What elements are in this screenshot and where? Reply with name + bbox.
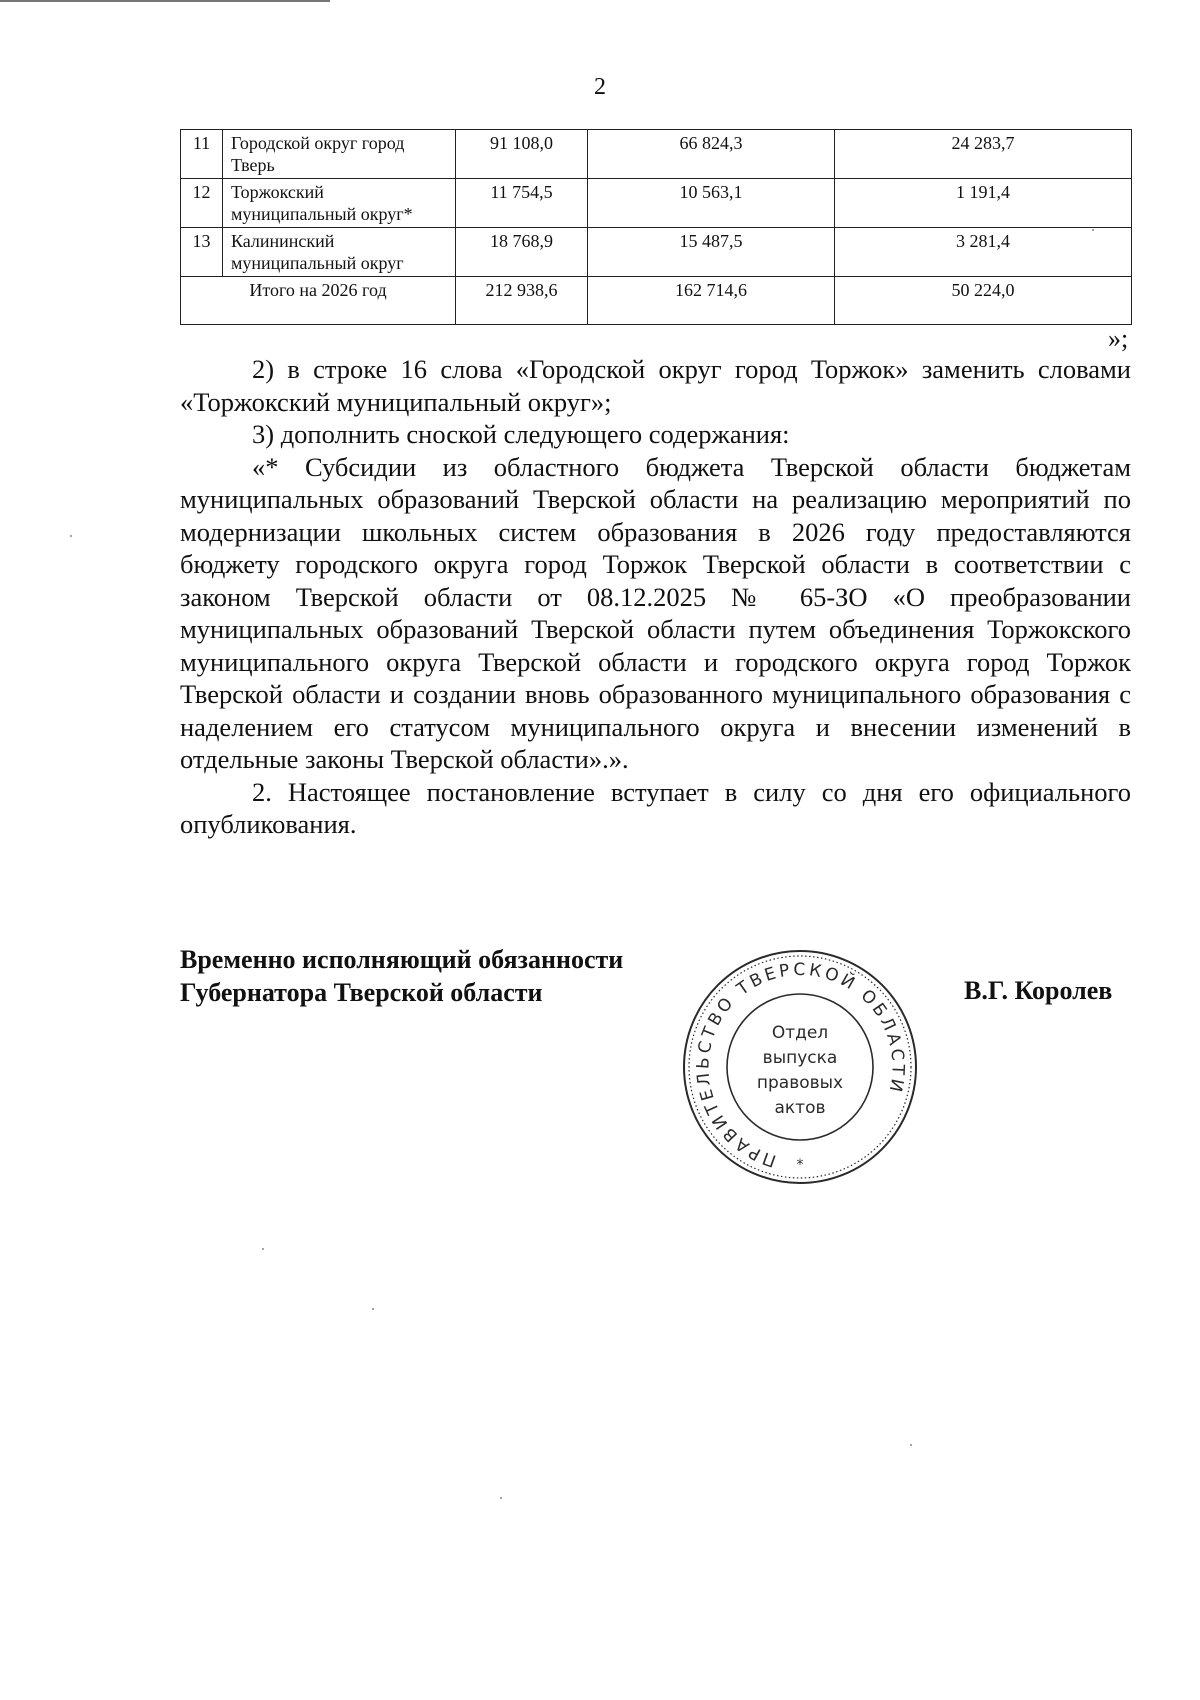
- seal-inner-line: актов: [774, 1098, 826, 1118]
- scan-edge-line: [0, 0, 330, 2]
- municipality-name-line: Городской округ город: [231, 133, 405, 153]
- seal-inner-line: выпуска: [762, 1048, 838, 1068]
- regional-amount: 15 487,5: [588, 228, 835, 277]
- federal-amount: 1 191,4: [835, 179, 1132, 228]
- scan-speck: [910, 1444, 912, 1446]
- municipality-name-line: Калининский: [231, 231, 335, 251]
- scan-speck: [372, 1308, 374, 1310]
- document-body: [180, 353, 1131, 841]
- total-amount: 18 768,9: [456, 228, 588, 277]
- total-amount: 212 938,6: [456, 277, 588, 325]
- row-number: 11: [181, 130, 223, 179]
- page-number: 2: [594, 74, 606, 100]
- paragraph-amendment-2: 2) в строке 16 слова «Городской округ город Торжок» заменить словами «Торжокский муниципальный округ»;: [180, 354, 1131, 417]
- total-label: Итого на 2026 год: [181, 277, 456, 325]
- municipality-name: [223, 130, 456, 179]
- row-number: 12: [181, 179, 223, 228]
- municipality-name: [223, 228, 456, 277]
- municipality-name-line: муниципальный округ*: [231, 204, 413, 224]
- federal-amount: 50 224,0: [835, 277, 1132, 325]
- total-amount: 11 754,5: [456, 179, 588, 228]
- seal-outer-text-path: ПРАВИТЕЛЬСТВО ТВЕРСКОЙ ОБЛАСТИ: [693, 959, 908, 1171]
- table-row: [181, 228, 1132, 277]
- table-total-row: [181, 277, 1132, 325]
- regional-amount: 162 714,6: [588, 277, 835, 325]
- seal-inner-line: Отдел: [771, 1023, 829, 1043]
- scan-speck: [70, 535, 72, 537]
- table-row: [181, 179, 1132, 228]
- federal-amount: 3 281,4: [835, 228, 1132, 277]
- scan-speck: [500, 1497, 502, 1499]
- paragraph-amendment-3: 3) дополнить сноской следующего содержания:: [252, 419, 790, 449]
- municipality-name-line: Тверь: [231, 155, 275, 175]
- total-amount: 91 108,0: [456, 130, 588, 179]
- municipality-name-line: Торжокский: [231, 182, 324, 202]
- federal-amount: 24 283,7: [835, 130, 1132, 179]
- paragraph-footnote: «* Субсидии из областного бюджета Тверской области бюджетам муниципальных образований Тверской области на реализацию мероприятий по модернизации школьных систем образования в 2026 году предоставляются бюджету городского округа город Торжок Тверской области в соответствии с законом Тверской области от 08.12.2025 № 65-ЗО «О преобразовании муниципальных образований Тверской области путем объединения Торжокского муниципального округа Тверской области и городского округа город Торжок Тверской области и создании вновь образованного муниципального образования с наделением его статусом муниципального округа и внесении изменений в отдельные законы Тверской области».».: [180, 451, 1131, 774]
- official-seal: [680, 947, 920, 1187]
- scan-speck: [1092, 229, 1094, 231]
- paragraph-effective-date: 2. Настоящее постановление вступает в силу со дня его официального опубликования.: [180, 776, 1131, 839]
- signatory-name: В.Г. Королев: [964, 976, 1113, 1005]
- regional-amount: 66 824,3: [588, 130, 835, 179]
- regional-amount: 10 563,1: [588, 179, 835, 228]
- table-row: [181, 130, 1132, 179]
- row-number: 13: [181, 228, 223, 277]
- subsidy-table: [180, 129, 1132, 325]
- signatory-title-line: Временно исполняющий обязанности: [180, 945, 624, 974]
- municipality-name: [223, 179, 456, 228]
- municipality-name-line: муниципальный округ: [231, 253, 404, 273]
- signatory-title: [180, 943, 623, 1009]
- closing-quote: »;: [1108, 324, 1129, 353]
- seal-star: *: [796, 1157, 804, 1173]
- seal-inner-line: правовых: [756, 1073, 844, 1093]
- signatory-title-line: Губернатора Тверской области: [180, 978, 543, 1007]
- scan-speck: [262, 1248, 264, 1250]
